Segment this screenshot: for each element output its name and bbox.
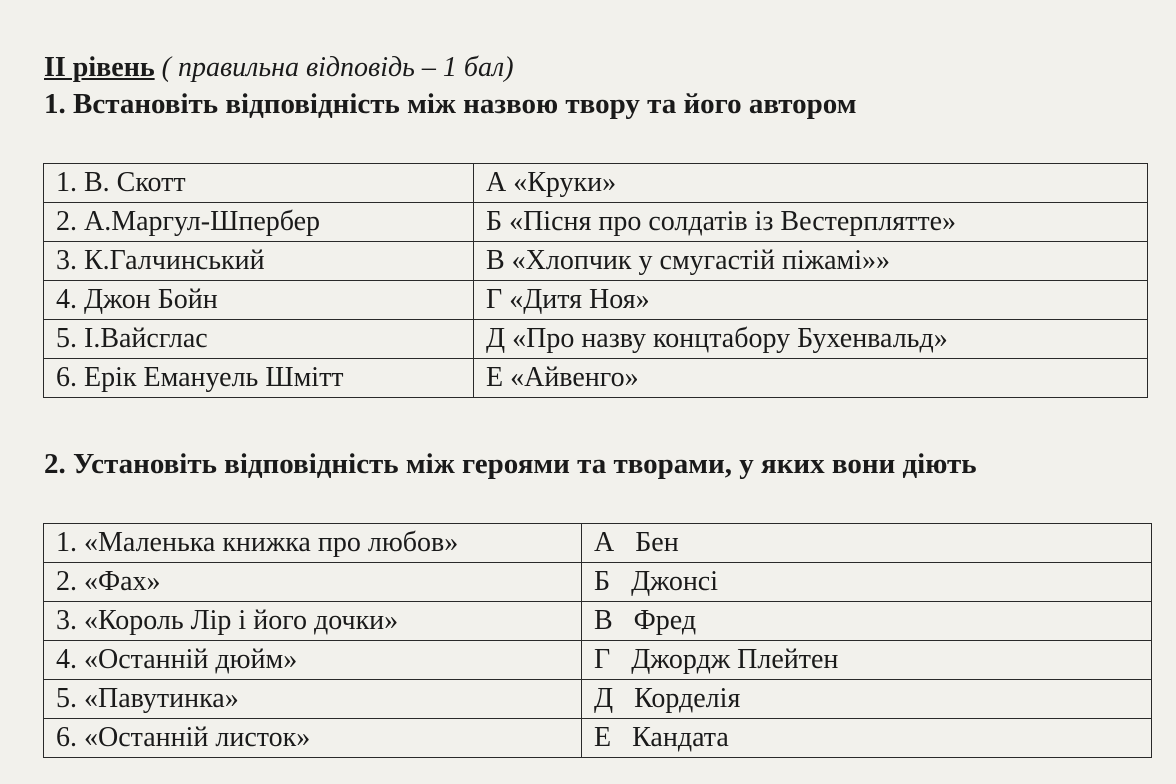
table-row [44, 242, 1148, 281]
hero-cell: Д Корделія [582, 680, 1152, 719]
work-cell: 5. «Павутинка» [44, 680, 582, 719]
work-cell: Е «Айвенго» [474, 359, 1148, 398]
author-cell: 4. Джон Бойн [44, 281, 474, 320]
task1-table [43, 163, 1148, 398]
table-row [44, 563, 1152, 602]
table-row [44, 281, 1148, 320]
author-cell: 1. В. Скотт [44, 164, 474, 203]
hero-cell: В Фред [582, 602, 1152, 641]
hero-cell: Б Джонсі [582, 563, 1152, 602]
work-cell: 1. «Маленька книжка про любов» [44, 524, 582, 563]
author-cell: 2. А.Маргул-Шпербер [44, 203, 474, 242]
level-heading [44, 50, 514, 86]
work-cell: 4. «Останній дюйм» [44, 641, 582, 680]
table-row [44, 719, 1152, 758]
work-cell: 6. «Останній листок» [44, 719, 582, 758]
table-row [44, 203, 1148, 242]
author-cell: 5. І.Вайсглас [44, 320, 474, 359]
table-row [44, 524, 1152, 563]
author-cell: 6. Ерік Емануель Шмітт [44, 359, 474, 398]
work-cell: Б «Пісня про солдатів із Вестерплятте» [474, 203, 1148, 242]
hero-cell: Г Джордж Плейтен [582, 641, 1152, 680]
author-cell: 3. К.Галчинський [44, 242, 474, 281]
level-note: ( правильна відповідь – 1 бал) [161, 52, 514, 83]
work-cell: А «Круки» [474, 164, 1148, 203]
task1-title: 1. Встановіть відповідність між назвою твору та його автором [44, 88, 857, 120]
work-cell: Д «Про назву концтабору Бухенвальд» [474, 320, 1148, 359]
table-row [44, 641, 1152, 680]
hero-cell: А Бен [582, 524, 1152, 563]
hero-cell: Е Кандата [582, 719, 1152, 758]
work-cell: 2. «Фах» [44, 563, 582, 602]
table-row [44, 602, 1152, 641]
work-cell: Г «Дитя Ноя» [474, 281, 1148, 320]
table-row [44, 359, 1148, 398]
table-row [44, 320, 1148, 359]
task2-table [43, 523, 1152, 758]
task2-title: 2. Установіть відповідність між героями та творами, у яких вони діють [44, 448, 977, 480]
work-cell: В «Хлопчик у смугастій піжамі»» [474, 242, 1148, 281]
table-row [44, 164, 1148, 203]
level-label: ІІ рівень [44, 52, 155, 83]
table-row [44, 680, 1152, 719]
work-cell: 3. «Король Лір і його дочки» [44, 602, 582, 641]
